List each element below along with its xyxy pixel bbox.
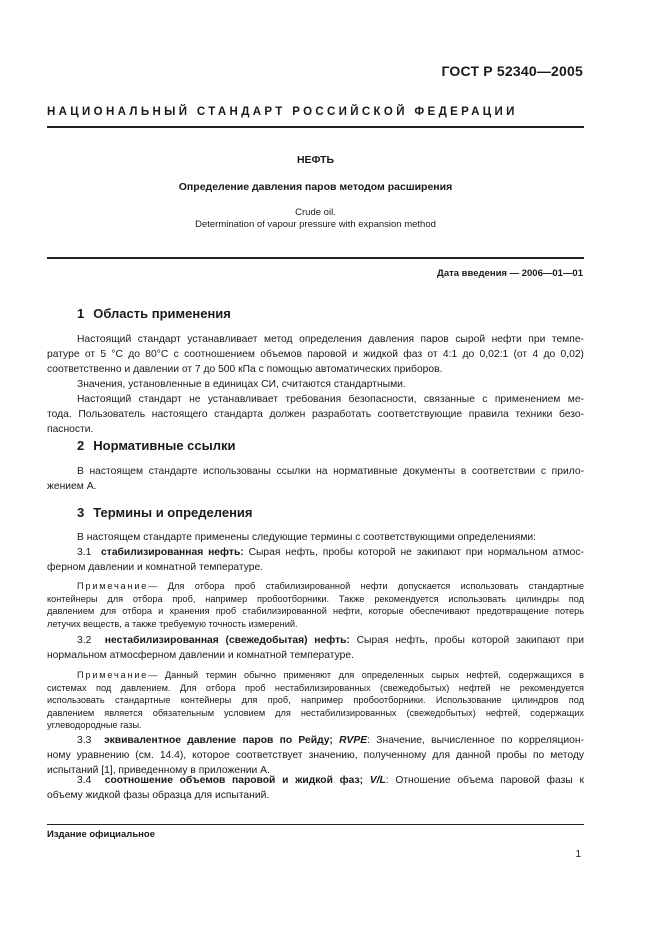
text-line: В настоящем стандарте применены следующие термины с соответствующими определениями: [77, 532, 537, 543]
note-1 [47, 580, 584, 630]
term-name: эквивалентное давление паров по Рейду; [103, 735, 333, 746]
page-number: 1 [575, 849, 581, 860]
note-label: Примечание [77, 581, 149, 591]
note-2 [47, 669, 584, 732]
note-label: Примечание [77, 670, 149, 680]
text-line: летучих веществ, а также требуемую точность измерений. [47, 618, 298, 629]
text-line: системах под давлением. Для отбора проб нестабилизированных (свежедобытых) нефтей не рекомендуется [47, 682, 584, 693]
section-title: Термины и определения [93, 505, 253, 520]
text-line: объему жидкой фазы образца для испытаний. [47, 790, 270, 801]
header-rule [47, 126, 584, 128]
text-line: давлением для отбора и хранения проб стабилизированной нефти, которые обеспечивают предотвращение потерь [47, 606, 584, 616]
term-3-4 [47, 773, 584, 788]
introduction-date: Дата введения — 2006—01—01 [437, 268, 583, 279]
term-definition: : Отношение объема паровой фазы к [385, 775, 584, 786]
document-subtitle: Определение давления паров методом расширения [178, 181, 453, 193]
text-line: давлением является обязательным условием для нестабилизированных (свежедобытых) нефтей, содержащих [47, 707, 584, 718]
text-line: использовать стандартные контейнеры для проб, например пробоотборники. Использование цилиндров под [47, 695, 584, 705]
english-title-line-1: Crude oil. [295, 207, 336, 218]
note-first-line [47, 580, 584, 593]
note-text: — Для отбора проб стабилизированной нефти допускается использовать стандартные [148, 581, 584, 591]
title-rule [47, 257, 584, 259]
text-line: испытаний [1], приведенному в приложении А. [47, 765, 270, 776]
document-title: НЕФТЬ [296, 154, 335, 166]
section-title: Область применения [93, 306, 231, 321]
text-line: Настоящий стандарт устанавливает метод определения давления паров сырой нефти при темпе- [77, 334, 584, 345]
term-3-4-block [47, 773, 584, 803]
term-3-2-block [47, 633, 584, 663]
term-name: нестабилизированная (свежедобытая) нефть: [104, 635, 350, 646]
term-abbreviation: RVPE [339, 735, 368, 746]
term-number: 3.3 [77, 735, 92, 746]
english-title-line-2: Determination of vapour pressure with expansion method [195, 219, 436, 230]
text-line: ному уравнению (см. 14.4), которое соответствует значению, полученному для данной пробы по методу [47, 750, 584, 761]
section-heading-terms [77, 505, 253, 520]
section-2-body [47, 464, 584, 494]
section-title: Нормативные ссылки [93, 438, 236, 453]
text-line: ратуре от 5 °С до 80°С с соотношением объемов паровой и жидкой фаз от 4:1 до 0,02:1 (от 4 до 0,02) [47, 349, 584, 360]
section-heading-scope [77, 306, 231, 321]
section-number: 2 [77, 438, 85, 453]
term-3-2 [47, 633, 584, 648]
document-code: ГОСТ Р 52340—2005 [441, 63, 583, 79]
footer-rule [47, 824, 584, 825]
text-line: соответственно и давлении от 7 до 500 кПа с помощью автоматических приборов. [47, 364, 443, 375]
term-number: 3.2 [77, 635, 92, 646]
text-line: Настоящий стандарт не устанавливает требования безопасности, связанные с применением ме- [77, 394, 584, 405]
text-line: нормальном атмосферном давлении и комнатной температуре. [47, 650, 354, 661]
term-abbreviation: V/L [369, 775, 386, 786]
term-name: стабилизированная нефть: [101, 547, 244, 558]
text-line: пасности. [47, 424, 94, 435]
text-line: контейнеры для отбора проб, например пробоотборники. Также рекомендуется использовать цилиндры под [47, 593, 584, 604]
text-line: жением А. [47, 481, 97, 492]
term-definition: Сырая нефть, пробы которой закипают при [356, 635, 584, 646]
term-3-3 [47, 733, 584, 748]
section-3-body [47, 530, 584, 575]
note-text: — Данный термин обычно применяют для определенных сырых нефтей, содержащихся в [148, 670, 584, 680]
term-name: соотношение объемов паровой и жидкой фаз; [104, 775, 364, 786]
term-definition: : Значение, вычисленное по корреляцион- [367, 735, 584, 746]
term-3-1 [47, 545, 584, 560]
text-line: углеводородные газы. [47, 720, 142, 730]
term-definition: Сырая нефть, пробы которой не закипают при нормальном атмос- [248, 547, 584, 558]
term-number: 3.4 [77, 775, 92, 786]
national-standard-banner: НАЦИОНАЛЬНЫЙ СТАНДАРТ РОССИЙСКОЙ ФЕДЕРАЦИИ [47, 106, 518, 118]
term-3-3-block [47, 733, 584, 778]
section-number: 1 [77, 306, 85, 321]
text-line: ферном давлении и комнатной температуре. [47, 562, 264, 573]
official-edition-label: Издание официальное [47, 829, 155, 840]
term-number: 3.1 [77, 547, 92, 558]
text-line: Значения, установленные в единицах СИ, считаются стандартными. [77, 379, 406, 390]
section-number: 3 [77, 505, 85, 520]
section-1-body [47, 332, 584, 437]
note-first-line [47, 669, 584, 682]
text-line: тода. Пользователь настоящего стандарта должен разработать соответствующие правила техники безо- [47, 409, 584, 420]
text-line: В настоящем стандарте использованы ссылки на нормативные документы в соответствии с прило- [77, 466, 584, 477]
section-heading-references [77, 438, 235, 453]
